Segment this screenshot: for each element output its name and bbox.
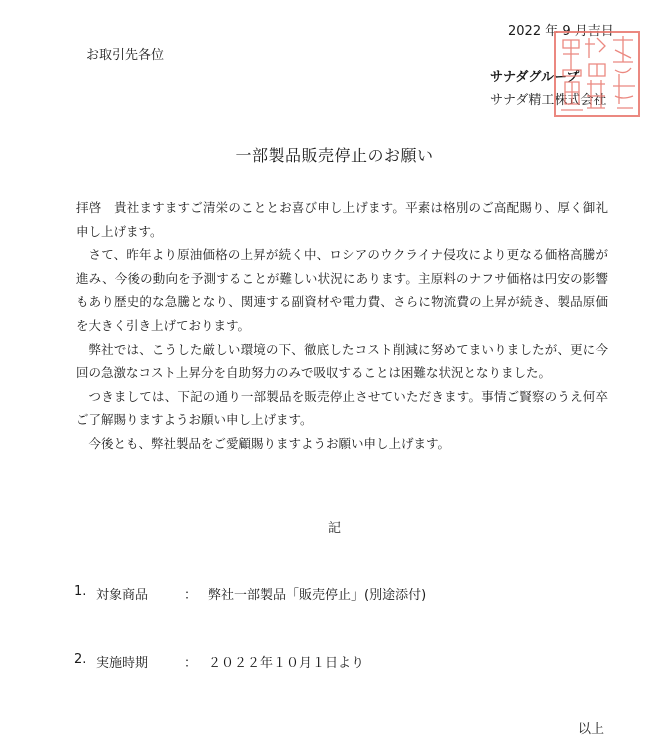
document-title: 一部製品販売停止のお願い [235, 146, 434, 165]
item-label: 対象商品 [96, 588, 149, 603]
body-paragraph-cost-reduction: 弊社では、こうした厳しい環境の下、徹底したコスト削減に努めてまいりましたが、更に今回の急激なコスト上昇分を自助努力のみで吸収することは困難な状況となりました。 [76, 341, 608, 381]
body-paragraph-request: つきましては、下記の通り一部製品を販売停止させていただきます。事情ご賢察のうえ何卒ご了解賜りますようお願い申し上げます。 [76, 388, 608, 428]
sender-group: サナダグループ [490, 70, 580, 85]
item-number: 2. [74, 652, 87, 667]
closing-mark: 以上 [578, 722, 605, 737]
item-colon: ： [184, 656, 198, 671]
issue-date: 2022 年 9 月吉日 [508, 24, 614, 39]
document-body [76, 196, 608, 456]
sender-company: サナダ精工株式会社 [490, 93, 607, 108]
body-paragraph-situation: さて、昨年より原油価格の上昇が続く中、ロシアのウクライナ侵攻により更なる価格高騰が進み、今後の動向を予測することが難しい状況にあります。主原料のナフサ価格は円安の影響もあり歴史的な急騰となり、関連する副資材や電力費、さらに物流費の上昇が続き、製品原価を大きく引き上げております。 [76, 247, 608, 333]
greeting-paragraph: 拝啓 貴社ますますご清栄のこととお喜び申し上げます。平素は格別のご高配賜り、厚く御礼申し上げます。 [76, 200, 608, 239]
recipient: お取引先各位 [86, 48, 165, 63]
company-seal-stamp [553, 30, 641, 118]
ki-heading: 記 [327, 521, 341, 536]
item-value: ２０２２年１０月１日より [208, 656, 365, 671]
item-value: 弊社一部製品「販売停止」(別途添付) [208, 588, 427, 603]
item-colon: ： [184, 588, 198, 603]
body-paragraph-closing-remark: 今後とも、弊社製品をご愛顧賜りますようお願い申し上げます。 [88, 435, 451, 451]
item-number: 1. [74, 584, 87, 599]
item-label: 実施時期 [96, 656, 149, 671]
